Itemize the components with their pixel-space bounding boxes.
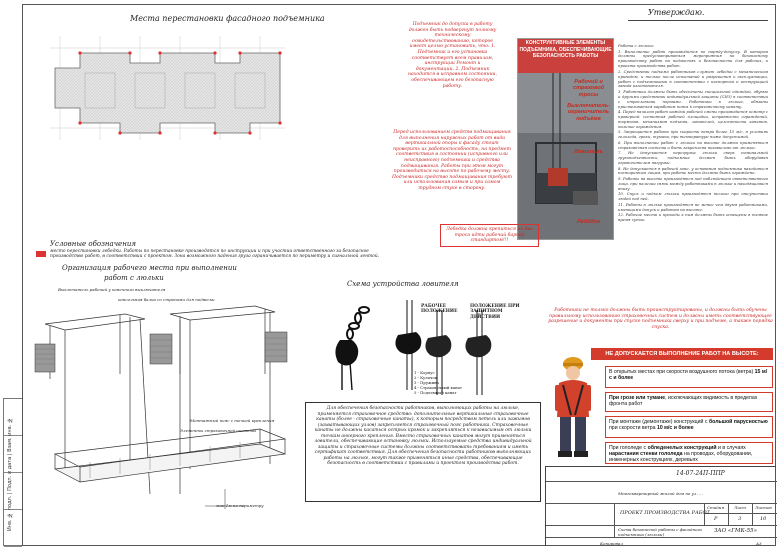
label-safety-system: Элементы страховочной системы (180, 428, 257, 433)
rule-item: 10. Спуск и подъем люльки производятся только при отсутствии людей под ней. (618, 191, 768, 202)
building-plan (40, 28, 295, 148)
catcher-protective-position: ПОЛОЖЕНИЕ ПРИ ЗАЩИТНОМ ДЕЙСТВИИ (470, 304, 520, 320)
lift-photo (517, 38, 614, 240)
stamp-sheet-label: Лист (734, 505, 746, 510)
catcher-title: Схема устройства ловителя (347, 280, 459, 288)
safety-textbox-text: Для обеспечения безопасности работников, выполняющих работы на люльке, применяется страховочное средство: дополнительные вертикальные страховочные канаты (более - страховочные канаты), к которым посредством петель или зажимов (захватывающих узлов) закрепляется страховочный пояс работника. Страховочные канаты не должны касаться острых кромок и закрепляться к независимым от люльки точкам анкерного крепления. Вместо страховочных канатов могут применяться ловители, обеспечивающие остановку люльки. Используемые средства индивидуальной защиты и страховочные системы должны соответствовать требованиям и иметь сертификат соответствия. Для обеспечения безопасности работников выполняющих работы на люльке, могут также применяться иные средства, обеспечивающие безопасность в соответствии с правилами и проектом производства работ. (314, 406, 532, 466)
warning-storm: При грозе или тумане, исключающих видимость в пределах фронта работ (605, 392, 773, 412)
catcher-legend-1: 1 - Корпус (414, 370, 435, 375)
legend-text: место перестановки лебедки. Работы по перестановке производятся по инструкции и при участии ответственного за безопасное производство работ, в соответствии с проектом. Зона возможного падения груза ограничивается по периметру и сигнальной лентой. (50, 249, 380, 260)
label-perimeter: мин 1м по периметру (216, 503, 264, 508)
stamp-address: Многоквартирный жилой дом по ул. ... (618, 491, 703, 496)
red-note-means: Перед использованием средств подмащивания для выполнения наружных работ от вида вертикальной опоры к фасаду стоит проверить их работоспособность, на предмет соответствия в состоянии (исправного или неисправного) подъемника и средства подмащивания. Работы при этом могут производиться на высоте по рабочему месту. Подъемники средство подмащивания требуют или использования самым и при самом трудном стуке в сторону. (392, 130, 512, 191)
stamp-desc: Схема безопасной работы с фасадного подъемника (люльки) (618, 527, 702, 537)
rule-item: 5. Запрещается работа при скорости ветра более 15 м/с, в условиях гололеда, грозы, тумана, при температуре ниже допустимой. (618, 129, 768, 140)
warning-sail: При монтаже (демонтаже) конструкций с большой парусностью при скорости ветра 10 м/с и более (605, 416, 773, 438)
rule-item: 8. Не допускается в рабочей зоне, у основания подъемника находиться посторонним лицам, при работе место должно быть ограждено. (618, 165, 768, 176)
stamp-stage-value: Р (714, 516, 718, 522)
photo-title: КОНСТРУКТИВНЫЕ ЭЛЕМЕНТЫ ПОДЪЕМНИКА, ОБЕСПЕЧИВАЮЩИЕ БЕЗОПАСНОСТЬ РАБОТЫ (518, 39, 613, 73)
catcher-working-position: РАБОЧЕЕ ПОЛОЖЕНИЕ (421, 304, 458, 315)
rule-item: Работа с люльки: (618, 43, 655, 48)
catcher-legend-5: 5 - Подъемный канат (414, 390, 457, 395)
side-stamp-text: Инв. № подл. | Подп. и дата | Взам. инв. № (7, 417, 13, 531)
warning-wind: В открытых местах при скорости воздушного потока (ветра) 15 м/с и более (605, 366, 773, 388)
warning-title: НЕ ДОПУСКАЕТСЯ ВЫПОЛНЕНИЕ РАБОТ НА ВЫСОТЕ: (591, 348, 773, 360)
stamp-sheet-value: 3 (738, 516, 742, 522)
catcher-legend-2: 2 - Кулачок (414, 375, 438, 380)
rule-item: 6. При выполнении работ с люльки на высоте должна применяться страховочная система и быть закреплена независимо от люльки. (618, 139, 768, 150)
safety-rules (618, 44, 768, 223)
legend-swatch (36, 251, 46, 257)
facade-plan-title: Места перестановки фасадного подъемника (130, 14, 325, 23)
stamp-sheets-label: Листов (755, 505, 772, 510)
stamp-org: ЗАО «ГМК-55» (714, 528, 757, 534)
photo-label-limit-switch: Выключатель-ограничитель подъёма (567, 103, 610, 122)
label-belt: Монтажный пояс с точкой крепления (190, 418, 275, 423)
label-beam: консольная балка со стропами для подвески (118, 297, 215, 302)
cradle-drawing (30, 284, 300, 514)
rule-item: 2. Средствами подъема работников служат лебедки с механическим приводом, и только после испытаний и разрешения к эксплуатации, работ с подъемниками в соответствии с паспортом и инструкцией завода изготовителя. (618, 68, 768, 89)
stamp-stage-label: Стадия (707, 505, 724, 510)
stamp-project: ПРОЕКТ ПРОИЗВОДСТВА РАБОТ (620, 510, 710, 516)
catcher-legend-4: 4 - Страховочный канат (414, 385, 462, 390)
organization-title-1: Организация рабочего места при выполнении (62, 264, 237, 272)
red-note-briefing: Работники не только должны быть проинструктированы, и должны быть обучены правильному использованию страховочных систем и должны иметь соответствующее разрешение и документы при спуске подъемника сверху и при подъеме, а также порядка спуска. (548, 308, 773, 330)
safety-textbox (305, 402, 541, 502)
organization-title-2: работ с люльки (104, 274, 164, 282)
approve-label: Утверждаю. (648, 8, 705, 17)
stamp-code: 14-07-24П-ППР (676, 470, 725, 477)
warning-ice: При гололеде с обледенелых конструкций и в случаях нарастания стенки гололеда на проводах, оборудовании, инженерных конструкциях, деревьях (605, 442, 773, 464)
rule-item: 1. Выполнение работ производится по наряду-допуску. В котором должны предусматриваться мероприятия по безопасному производству работ на подмостях и безопасности для рабочих, и проекта производства работ. (618, 48, 768, 69)
rule-item: 12. Рабочие места и проходы к ним должны быть освещены в темное время суток. (618, 212, 768, 222)
photo-label-winch: Лебёдка (576, 219, 601, 225)
rule-item: 7. Не допускается перегрузка люльки сверх номинальной грузоподъемности, подъемник должен быть оборудован ограничителем нагрузки. (618, 150, 768, 165)
stamp-copied: Копировал (600, 541, 623, 546)
rule-item: 11. Работы в люльке производятся не менее чем двумя работниками, имеющими допуск к работам на высоте. (618, 201, 768, 212)
legend-title: Условные обозначения (50, 240, 136, 248)
title-block (545, 466, 776, 546)
rule-item: 3. Работники должны быть обеспечены специальной одеждой, обувью и другими средствами индивидуальной защиты (СИЗ) в соответствии с отраслевыми нормами. Работники в люльке, обязаны пристегиваться карабином пояса к страховочному канату. (618, 88, 768, 109)
label-limit-switch: Выключатель рабочий у конечного выключателя (58, 287, 166, 292)
side-stamp (3, 398, 22, 546)
red-note-inspection: Подъемник до допуска в работу должен быть подвергнут полному техническому освидетельствованию, которое имеет целью установить, что: 1. Подъемник и его установка соответствует всем правилам, инструкции Ремонт и документации. 2. Подъемник находится в исправном состоянии, обеспечивающем его безопасную работу. (408, 22, 497, 89)
worker-figure (545, 355, 605, 460)
catcher-legend-3: 3 - Пружина (414, 380, 439, 385)
stamp-format: А3 (756, 541, 762, 546)
photo-label-ropes: Рабочий и страховой тросы (572, 79, 605, 98)
rule-item: 4. Перед началом работ каждой рабочей смены производится осмотр с проверкой: состояния рабочей площадки, исправности ограждений, тормозов, механизмов подъема, ловителей, целостности канатов, наличие ограждения. (618, 109, 768, 129)
rule-item: 9. Работы на высоте производятся под наблюдением ответственного лица, при наличии связи между работниками в люльке и находящимися внизу. (618, 175, 768, 191)
photo-label-catcher: Ловитель (574, 149, 603, 155)
red-note-winch: Лебедка должна крепиться на два троса идти рабочий барьер стандартом!!! (440, 224, 539, 247)
stamp-sheets-value: 10 (760, 516, 767, 522)
